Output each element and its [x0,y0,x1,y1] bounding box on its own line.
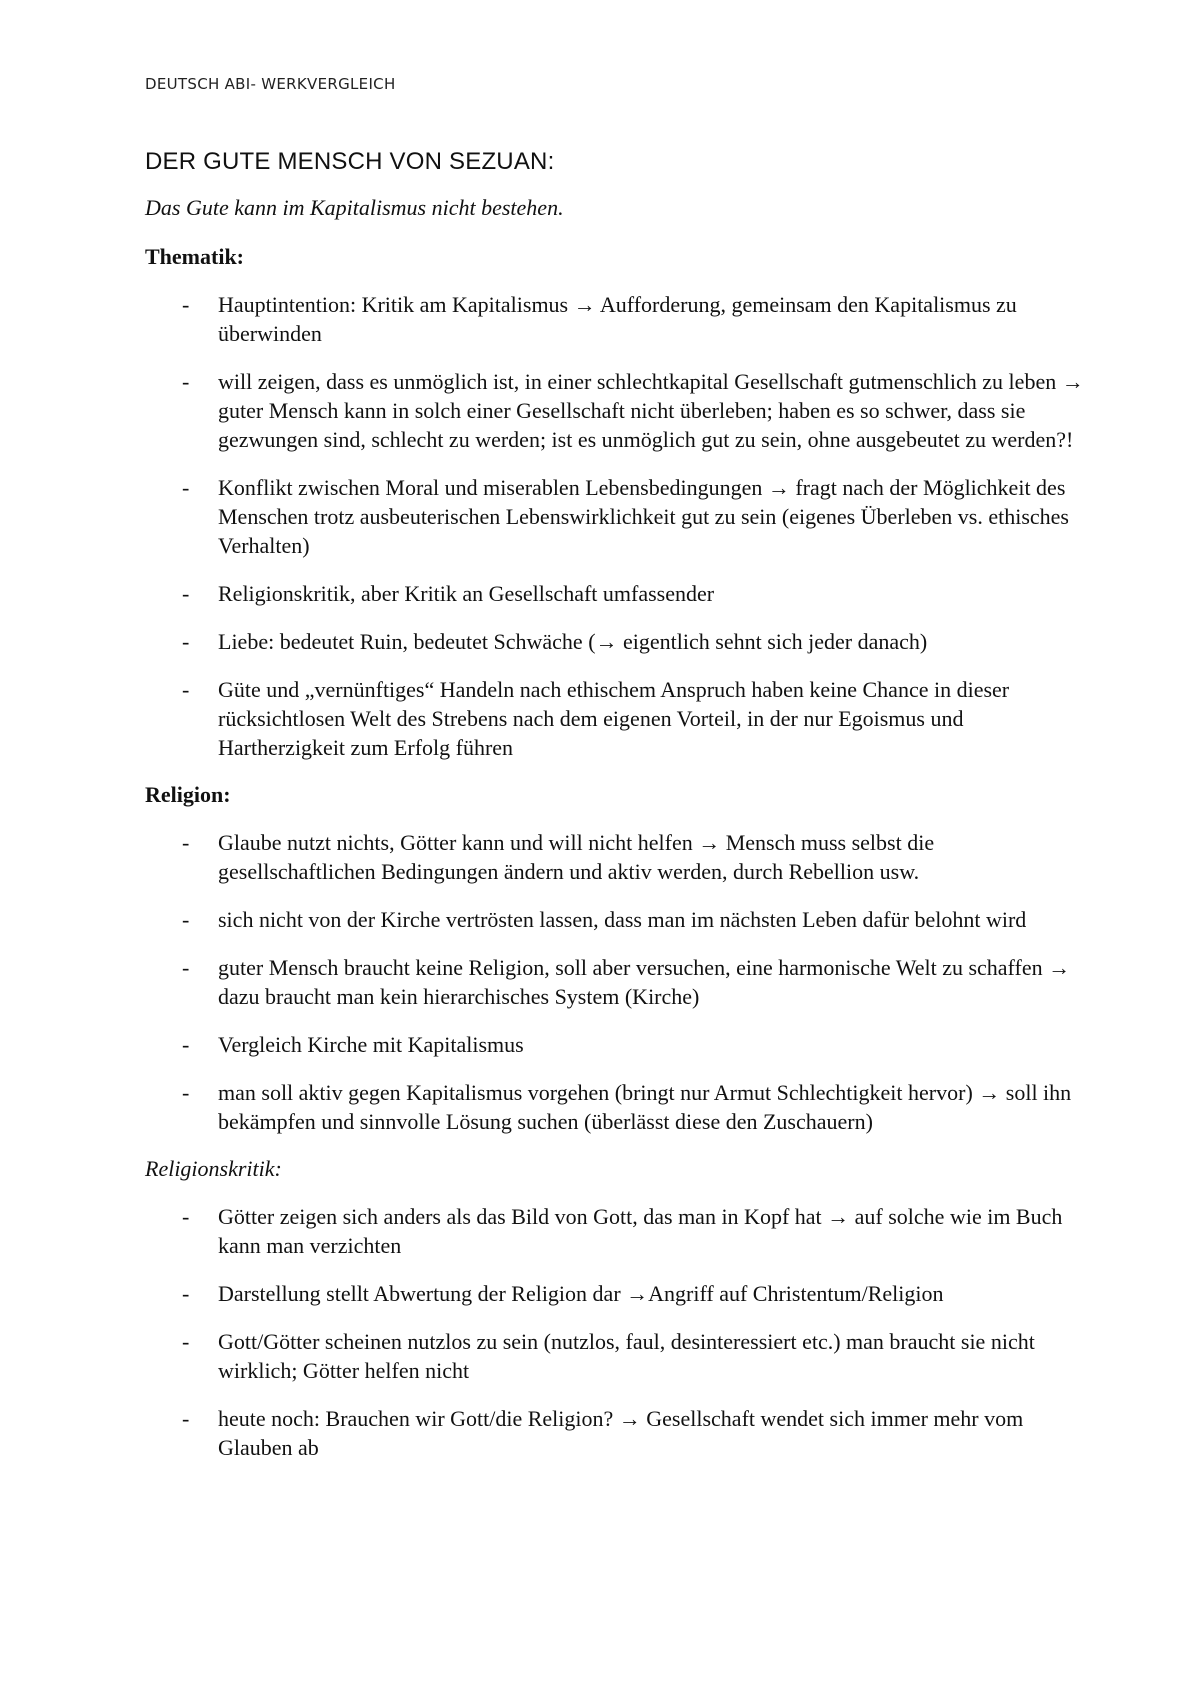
list-item-text: Glaube nutzt nichts, Götter kann und will nicht helfen → Mensch muss selbst die gesellschaftlichen Bedingungen ändern und aktiv werden, durch Rebellion usw. [218,830,935,884]
list-item [145,1078,1085,1136]
list-item [145,1404,1085,1462]
list-item [145,367,1085,454]
thematik-list [145,290,1085,762]
section-heading-religion: Religion: [145,782,231,807]
list-item [145,1202,1085,1260]
dash-bullet: - [182,830,190,855]
list-item [145,579,1085,608]
list-item-text: Vergleich Kirche mit Kapitalismus [218,1032,524,1057]
dash-bullet: - [182,475,190,500]
religion-list [145,828,1085,1136]
dash-bullet: - [182,292,190,317]
list-item-text: Liebe: bedeutet Ruin, bedeutet Schwäche (→ eigentlich sehnt sich jeder danach) [218,629,928,654]
list-item [145,675,1085,762]
dash-bullet: - [182,1080,190,1105]
dash-bullet: - [182,677,190,702]
list-item [145,828,1085,886]
dash-bullet: - [182,1204,190,1229]
list-item-text: Güte und „vernünftiges“ Handeln nach ethischem Anspruch haben keine Chance in dieser rücksichtlosen Welt des Strebens nach dem eigenen Vorteil, in der nur Egoismus und Hartherzigkeit zum Erfolg führen [218,677,1010,760]
list-item-text: sich nicht von der Kirche vertrösten lassen, dass man im nächsten Leben dafür belohnt wird [218,907,1027,932]
document-title: DER GUTE MENSCH VON SEZUAN: [145,148,555,175]
list-item [145,627,1085,656]
dash-bullet: - [182,907,190,932]
religionskritik-list [145,1202,1085,1462]
thesis-statement: Das Gute kann im Kapitalismus nicht bestehen. [145,195,564,220]
list-item [145,1327,1085,1385]
dash-bullet: - [182,1032,190,1057]
list-item [145,1030,1085,1059]
list-item-text: Hauptintention: Kritik am Kapitalismus → Aufforderung, gemeinsam den Kapitalismus zu überwinden [218,292,1017,346]
dash-bullet: - [182,1281,190,1306]
running-header: DEUTSCH ABI- WERKVERGLEICH [145,75,396,93]
list-item-text: Darstellung stellt Abwertung der Religion dar →Angriff auf Christentum/Religion [218,1281,944,1306]
dash-bullet: - [182,1406,190,1431]
list-item [145,905,1085,934]
document-body [145,147,1085,1480]
dash-bullet: - [182,629,190,654]
section-heading-religionskritik: Religionskritik: [145,1156,282,1181]
dash-bullet: - [182,1329,190,1354]
list-item [145,473,1085,560]
section-heading-thematik: Thematik: [145,244,244,269]
list-item-text: Gott/Götter scheinen nutzlos zu sein (nutzlos, faul, desinteressiert etc.) man braucht sie nicht wirklich; Götter helfen nicht [218,1329,1035,1383]
list-item-text: Konflikt zwischen Moral und miserablen Lebensbedingungen → fragt nach der Möglichkeit des Menschen trotz ausbeuterischen Lebenswirklichkeit gut zu sein (eigenes Überleben vs. ethisches Verhalten) [218,475,1069,558]
list-item-text: will zeigen, dass es unmöglich ist, in einer schlechtkapital Gesellschaft gutmenschlich zu leben → guter Mensch kann in solch einer Gesellschaft nicht überleben; haben es so schwer, dass sie gezwungen sind, schlecht zu werden; ist es unmöglich gut zu sein, ohne ausgebeutet zu werden?! [218,369,1084,452]
dash-bullet: - [182,955,190,980]
list-item-text: guter Mensch braucht keine Religion, soll aber versuchen, eine harmonische Welt zu schaffen → dazu braucht man kein hierarchisches System (Kirche) [218,955,1071,1009]
dash-bullet: - [182,581,190,606]
list-item [145,290,1085,348]
list-item [145,1279,1085,1308]
list-item-text: Religionskritik, aber Kritik an Gesellschaft umfassender [218,581,715,606]
list-item-text: heute noch: Brauchen wir Gott/die Religion? → Gesellschaft wendet sich immer mehr vom Glauben ab [218,1406,1024,1460]
list-item-text: Götter zeigen sich anders als das Bild von Gott, das man in Kopf hat → auf solche wie im Buch kann man verzichten [218,1204,1063,1258]
list-item-text: man soll aktiv gegen Kapitalismus vorgehen (bringt nur Armut Schlechtigkeit hervor) → soll ihn bekämpfen und sinnvolle Lösung suchen (überlässt diese den Zuschauern) [218,1080,1072,1134]
dash-bullet: - [182,369,190,394]
list-item [145,953,1085,1011]
